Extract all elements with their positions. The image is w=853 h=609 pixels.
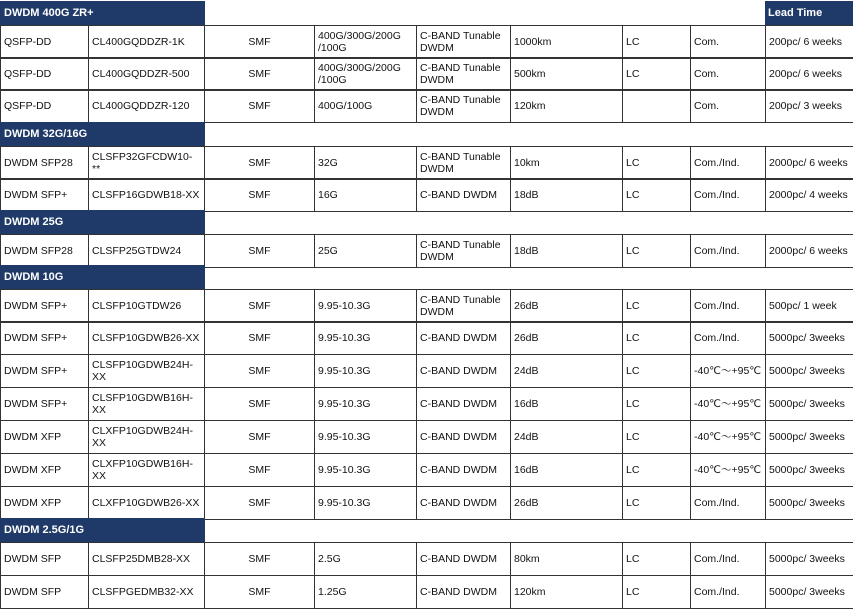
cell-text: C-BAND DWDM [420,464,497,476]
cell-text: CLSFP32GFCDW10-** [92,151,193,175]
cell-data-rate [315,179,417,212]
cell-form-factor [1,147,89,180]
cell-text: DWDM SFP28 [4,245,73,257]
cell-text: CLSFP16GDWB18-XX [92,189,200,201]
cell-part-number [89,355,205,388]
cell-form-factor [1,90,89,123]
cell-text: 400G/100G [318,100,373,112]
cell-text: CLSFP10GDWB26-XX [92,332,200,344]
cell-connector [623,322,691,355]
cell-part-number [89,421,205,454]
cell-text: SMF [248,300,271,312]
cell-text: Com./Ind. [694,332,740,344]
cell-text: C-BAND DWDM [420,497,497,509]
cell-data-rate [315,90,417,123]
cell-wavelength [417,576,511,609]
cell-wavelength [417,454,511,487]
cell-connector [623,576,691,609]
cell-text: SMF [248,36,271,48]
cell-lead-time [766,487,853,520]
cell-wavelength [417,543,511,576]
cell-text: 2000pc/ 4 weeks [769,189,848,201]
cell-fiber-type [205,235,315,268]
cell-data-rate [315,421,417,454]
cell-text: Com. [694,100,720,112]
cell-text: CLSFP10GDWB24H-XX [92,359,193,383]
cell-temperature [691,290,766,323]
table-row [0,354,853,388]
cell-text: DWDM XFP [4,464,62,476]
cell-form-factor [1,487,89,520]
cell-lead-time [766,179,853,212]
cell-text: LC [626,464,640,476]
cell-text: CL400GQDDZR-1K [92,36,185,48]
cell-text: LC [626,497,640,509]
cell-text: LC [626,245,640,257]
cell-temperature [691,179,766,212]
table-row [0,234,853,268]
cell-fiber-type [205,322,315,355]
cell-text: 18dB [514,189,539,201]
cell-fiber-type [205,90,315,123]
table-row [0,25,853,59]
cell-lead-time [766,58,853,91]
cell-text: SMF [248,365,271,377]
cell-text: C-BAND Tunable DWDM [420,30,501,54]
cell-text: 5000pc/ 3weeks [769,586,845,598]
cell-text: LC [626,300,640,312]
cell-data-rate [315,388,417,421]
cell-temperature [691,576,766,609]
cell-form-factor [1,179,89,212]
cell-reach [511,355,623,388]
cell-text: 9.95-10.3G [318,332,371,344]
cell-connector [623,26,691,59]
cell-text: C-BAND DWDM [420,332,497,344]
cell-part-number [89,147,205,180]
cell-connector [623,179,691,212]
cell-fiber-type [205,454,315,487]
cell-fiber-type [205,290,315,323]
cell-text: DWDM SFP+ [4,300,68,312]
cell-text: LC [626,157,640,169]
cell-part-number [89,58,205,91]
cell-text: QSFP-DD [4,100,52,112]
cell-form-factor [1,290,89,323]
cell-text: 500pc/ 1 week [769,300,837,312]
cell-text: Com./Ind. [694,586,740,598]
cell-text: DWDM SFP28 [4,157,73,169]
cell-text: Com./Ind. [694,497,740,509]
section-header: DWDM 10G [0,265,205,289]
cell-text: DWDM SFP+ [4,332,68,344]
cell-text: SMF [248,332,271,344]
table-row [0,57,853,91]
cell-text: 16dB [514,398,539,410]
cell-lead-time [766,388,853,421]
cell-wavelength [417,26,511,59]
cell-wavelength [417,388,511,421]
cell-text: Com./Ind. [694,189,740,201]
cell-form-factor [1,235,89,268]
cell-reach [511,388,623,421]
cell-fiber-type [205,147,315,180]
table-row [0,178,853,212]
cell-text: Com./Ind. [694,245,740,257]
cell-form-factor [1,454,89,487]
cell-temperature [691,543,766,576]
cell-part-number [89,543,205,576]
cell-wavelength [417,147,511,180]
cell-text: LC [626,553,640,565]
section-header: DWDM 25G [0,210,205,234]
cell-fiber-type [205,58,315,91]
cell-text: 10km [514,157,540,169]
cell-text: 80km [514,553,540,565]
cell-text: LC [626,68,640,80]
cell-fiber-type [205,388,315,421]
cell-connector [623,235,691,268]
cell-part-number [89,290,205,323]
cell-temperature [691,355,766,388]
table-row [0,542,853,576]
cell-lead-time [766,90,853,123]
cell-text: -40℃～+95℃ [694,431,762,443]
cell-reach [511,487,623,520]
cell-text: SMF [248,431,271,443]
cell-text: 25G [318,245,338,257]
cell-reach [511,179,623,212]
cell-fiber-type [205,179,315,212]
cell-temperature [691,388,766,421]
table-row [0,321,853,355]
cell-text: CLXFP10GDWB24H-XX [92,425,193,449]
cell-connector [623,58,691,91]
cell-temperature [691,487,766,520]
cell-wavelength [417,90,511,123]
cell-text: 200pc/ 6 weeks [769,36,842,48]
cell-text: 2.5G [318,553,341,565]
cell-form-factor [1,388,89,421]
cell-data-rate [315,322,417,355]
cell-text: C-BAND Tunable DWDM [420,94,501,118]
cell-text: SMF [248,157,271,169]
cell-wavelength [417,290,511,323]
cell-text: CLSFP10GTDW26 [92,300,182,312]
cell-text: 24dB [514,365,539,377]
cell-text: SMF [248,553,271,565]
cell-lead-time [766,576,853,609]
cell-temperature [691,90,766,123]
cell-text: 200pc/ 3 weeks [769,100,842,112]
cell-part-number [89,26,205,59]
cell-text: SMF [248,245,271,257]
cell-text: CL400GQDDZR-500 [92,68,190,80]
cell-connector [623,90,691,123]
cell-part-number [89,388,205,421]
cell-text: LC [626,398,640,410]
cell-text: QSFP-DD [4,68,52,80]
table-row [0,453,853,487]
cell-text: SMF [248,497,271,509]
cell-data-rate [315,26,417,59]
cell-lead-time [766,290,853,323]
cell-fiber-type [205,26,315,59]
cell-reach [511,147,623,180]
cell-form-factor [1,421,89,454]
cell-text: QSFP-DD [4,36,52,48]
cell-temperature [691,322,766,355]
cell-text: 26dB [514,332,539,344]
cell-text: 18dB [514,245,539,257]
cell-text: DWDM SFP [4,586,62,598]
cell-connector [623,388,691,421]
cell-reach [511,576,623,609]
cell-text: 9.95-10.3G [318,365,371,377]
cell-reach [511,26,623,59]
cell-text: 9.95-10.3G [318,431,371,443]
cell-reach [511,454,623,487]
cell-text: LC [626,189,640,201]
section-header: DWDM 32G/16G [0,122,205,146]
cell-temperature [691,26,766,59]
cell-text: C-BAND DWDM [420,365,497,377]
cell-form-factor [1,576,89,609]
cell-text: 32G [318,157,338,169]
cell-text: 26dB [514,300,539,312]
cell-text: CLXFP10GDWB26-XX [92,497,200,509]
cell-data-rate [315,147,417,180]
cell-text: CLSFP10GDWB16H-XX [92,392,193,416]
cell-wavelength [417,235,511,268]
cell-data-rate [315,235,417,268]
cell-reach [511,421,623,454]
cell-connector [623,421,691,454]
cell-temperature [691,454,766,487]
cell-fiber-type [205,421,315,454]
cell-connector [623,487,691,520]
cell-text: CLSFP25DMB28-XX [92,553,191,565]
cell-lead-time [766,26,853,59]
cell-text: SMF [248,100,271,112]
cell-text: Com./Ind. [694,300,740,312]
cell-text: 400G/300G/200G /100G [318,30,401,54]
cell-text: DWDM SFP+ [4,189,68,201]
cell-temperature [691,235,766,268]
cell-connector [623,454,691,487]
cell-reach [511,235,623,268]
cell-text: LC [626,586,640,598]
cell-wavelength [417,421,511,454]
cell-connector [623,147,691,180]
cell-data-rate [315,454,417,487]
cell-text: 2000pc/ 6 weeks [769,157,848,169]
cell-reach [511,290,623,323]
cell-part-number [89,90,205,123]
cell-text: 5000pc/ 3weeks [769,398,845,410]
cell-text: 9.95-10.3G [318,300,371,312]
cell-fiber-type [205,487,315,520]
cell-reach [511,543,623,576]
cell-reach [511,90,623,123]
cell-text: 5000pc/ 3weeks [769,553,845,565]
cell-wavelength [417,355,511,388]
cell-form-factor [1,322,89,355]
cell-lead-time [766,421,853,454]
cell-text: C-BAND Tunable DWDM [420,62,501,86]
cell-wavelength [417,487,511,520]
cell-reach [511,322,623,355]
cell-text: SMF [248,189,271,201]
table-row [0,289,853,323]
cell-text: 5000pc/ 3weeks [769,464,845,476]
cell-text: C-BAND DWDM [420,398,497,410]
cell-text: 200pc/ 6 weeks [769,68,842,80]
cell-text: LC [626,332,640,344]
cell-wavelength [417,322,511,355]
cell-temperature [691,421,766,454]
cell-fiber-type [205,355,315,388]
table-row [0,387,853,421]
table-row [0,146,853,180]
cell-text: DWDM SFP+ [4,398,68,410]
cell-lead-time [766,454,853,487]
cell-text: 5000pc/ 3weeks [769,332,845,344]
cell-text: 5000pc/ 3weeks [769,431,845,443]
cell-wavelength [417,58,511,91]
cell-text: -40℃～+95℃ [694,464,762,476]
lead-time-header: Lead Time [765,1,853,25]
cell-data-rate [315,290,417,323]
cell-text: 120km [514,586,546,598]
cell-wavelength [417,179,511,212]
cell-text: 26dB [514,497,539,509]
cell-text: C-BAND DWDM [420,189,497,201]
cell-temperature [691,147,766,180]
cell-text: SMF [248,398,271,410]
cell-part-number [89,322,205,355]
cell-text: SMF [248,586,271,598]
table-row [0,89,853,123]
cell-text: 1.25G [318,586,347,598]
cell-data-rate [315,543,417,576]
cell-form-factor [1,355,89,388]
cell-data-rate [315,576,417,609]
cell-text: C-BAND DWDM [420,586,497,598]
cell-temperature [691,58,766,91]
cell-text: CLSFP25GTDW24 [92,245,182,257]
cell-text: 5000pc/ 3weeks [769,365,845,377]
table-row [0,486,853,520]
cell-text: DWDM XFP [4,497,62,509]
cell-connector [623,543,691,576]
cell-lead-time [766,147,853,180]
cell-fiber-type [205,543,315,576]
cell-part-number [89,454,205,487]
cell-text: Com. [694,36,720,48]
cell-data-rate [315,58,417,91]
cell-text: 16G [318,189,338,201]
cell-part-number [89,576,205,609]
cell-text: C-BAND Tunable DWDM [420,239,501,263]
cell-fiber-type [205,576,315,609]
cell-text: 16dB [514,464,539,476]
cell-text: CLSFPGEDMB32-XX [92,586,194,598]
cell-text: Com./Ind. [694,553,740,565]
cell-text: -40℃～+95℃ [694,365,762,377]
cell-text: CL400GQDDZR-120 [92,100,190,112]
cell-text: 400G/300G/200G /100G [318,62,401,86]
cell-text: LC [626,365,640,377]
cell-text: 24dB [514,431,539,443]
cell-text: Com. [694,68,720,80]
cell-text: SMF [248,464,271,476]
cell-text: LC [626,431,640,443]
cell-text: 5000pc/ 3weeks [769,497,845,509]
cell-text: CLXFP10GDWB16H-XX [92,458,193,482]
cell-connector [623,355,691,388]
cell-text: DWDM SFP+ [4,365,68,377]
cell-lead-time [766,543,853,576]
cell-part-number [89,487,205,520]
cell-lead-time [766,322,853,355]
cell-lead-time [766,235,853,268]
cell-text: -40℃～+95℃ [694,398,762,410]
cell-text: 2000pc/ 6 weeks [769,245,848,257]
cell-text: C-BAND Tunable DWDM [420,151,501,175]
cell-text: 9.95-10.3G [318,497,371,509]
cell-text: C-BAND Tunable DWDM [420,294,501,318]
cell-form-factor [1,26,89,59]
cell-text: Com./Ind. [694,157,740,169]
cell-data-rate [315,487,417,520]
cell-text: C-BAND DWDM [420,431,497,443]
cell-text: LC [626,36,640,48]
cell-part-number [89,179,205,212]
cell-reach [511,58,623,91]
cell-connector [623,290,691,323]
cell-text: 120km [514,100,546,112]
cell-text: 500km [514,68,546,80]
section-header: DWDM 400G ZR+ [0,1,205,25]
cell-text: DWDM SFP [4,553,62,565]
cell-text: 1000km [514,36,552,48]
cell-text: C-BAND DWDM [420,553,497,565]
cell-form-factor [1,543,89,576]
cell-part-number [89,235,205,268]
cell-form-factor [1,58,89,91]
cell-lead-time [766,355,853,388]
cell-text: SMF [248,68,271,80]
section-header: DWDM 2.5G/1G [0,518,205,542]
cell-data-rate [315,355,417,388]
cell-text: DWDM XFP [4,431,62,443]
cell-text: 9.95-10.3G [318,464,371,476]
cell-text: 9.95-10.3G [318,398,371,410]
table-row [0,575,853,609]
table-row [0,420,853,454]
